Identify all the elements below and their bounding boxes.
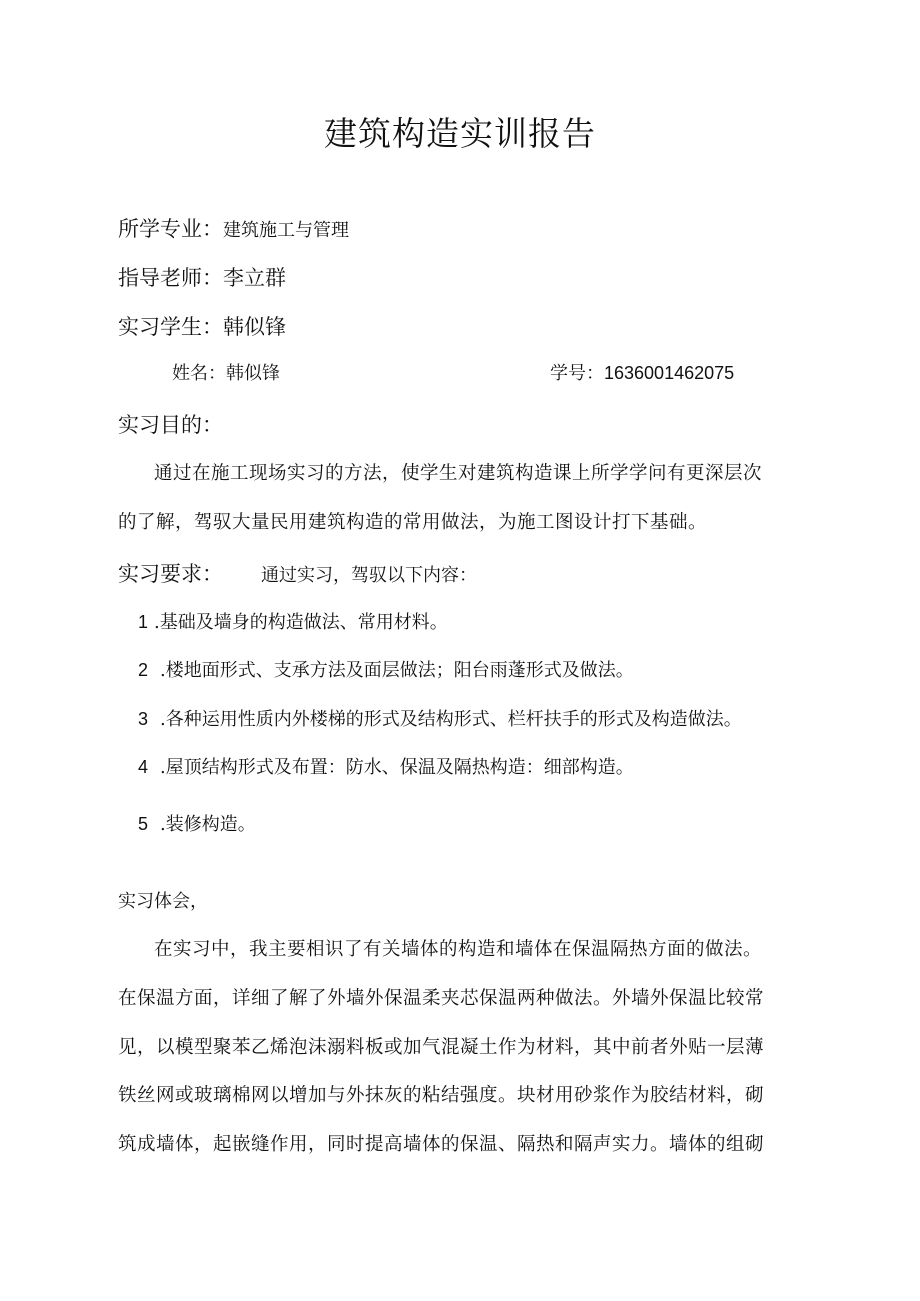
teacher-row [118,262,286,292]
requirement-number: 4 [138,757,149,777]
experience-line: 在实习中，我主要相识了有关墙体的构造和墙体在保温隔热方面的做法。 [154,939,763,960]
teacher-label: 指导老师： [118,266,223,290]
id-row [550,359,734,385]
requirement-number: 2 [138,660,149,680]
student-label: 实习学生： [118,315,223,339]
major-label: 所学专业： [118,217,223,241]
requirement-item [138,656,634,682]
experience-line: 筑成墙体，起嵌缝作用，同时提高墙体的保温、隔热和隔声实力。墙体的组砌 [118,1134,765,1155]
student-row [118,311,286,341]
teacher-value: 李立群 [223,266,286,290]
requirement-text: .屋顶结构形式及布置：防水、保温及隔热构造：细部构造。 [160,757,634,778]
purpose-line: 通过在施工现场实习的方法，使学生对建筑构造课上所学学问有更深层次 [154,463,763,484]
experience-line: 在保温方面，详细了解了外墙外保温柔夹芯保温两种做法。外墙外保温比较常 [118,988,765,1009]
requirement-item [138,753,634,779]
requirement-item [138,705,742,731]
requirement-number: 1 [138,612,149,632]
requirement-number: 5 [138,814,149,834]
name-value: 韩似锋 [226,363,280,384]
id-label: 学号： [550,363,604,384]
major-value: 建筑施工与管理 [223,220,349,241]
requirements-heading: 实习要求： [118,562,223,586]
requirement-text: .各种运用性质内外楼梯的形式及结构形式、栏杆扶手的形式及构造做法。 [160,709,742,730]
requirements-intro: 通过实习，驾驭以下内容： [261,565,477,586]
requirement-text: .装修构造。 [160,814,256,835]
requirement-text: .基础及墙身的构造做法、常用材料。 [154,612,448,633]
name-label: 姓名： [172,363,226,384]
page-title: 建筑构造实训报告 [324,114,596,153]
requirement-text: .楼地面形式、支承方法及面层做法；阳台雨蓬形式及做法。 [160,660,634,681]
id-value: 1636001462075 [604,363,735,383]
purpose-line: 的了解，驾驭大量民用建筑构造的常用做法，为施工图设计打下基础。 [118,512,708,533]
experience-heading: 实习体会， [118,891,208,912]
name-row [172,359,280,385]
purpose-heading: 实习目的： [118,413,223,437]
requirement-number: 3 [138,709,149,729]
requirement-item [138,608,448,634]
experience-line: 铁丝网或玻璃棉网以增加与外抹灰的粘结强度。块材用砂浆作为胶结材料，砌 [118,1085,765,1106]
requirement-item [138,810,256,836]
student-value: 韩似锋 [223,315,286,339]
requirements-row [118,558,477,588]
experience-line: 见，以模型聚苯乙烯泡沫溺料板或加气混凝土作为材料，其中前者外贴一层薄 [118,1037,765,1058]
major-row [118,213,349,243]
